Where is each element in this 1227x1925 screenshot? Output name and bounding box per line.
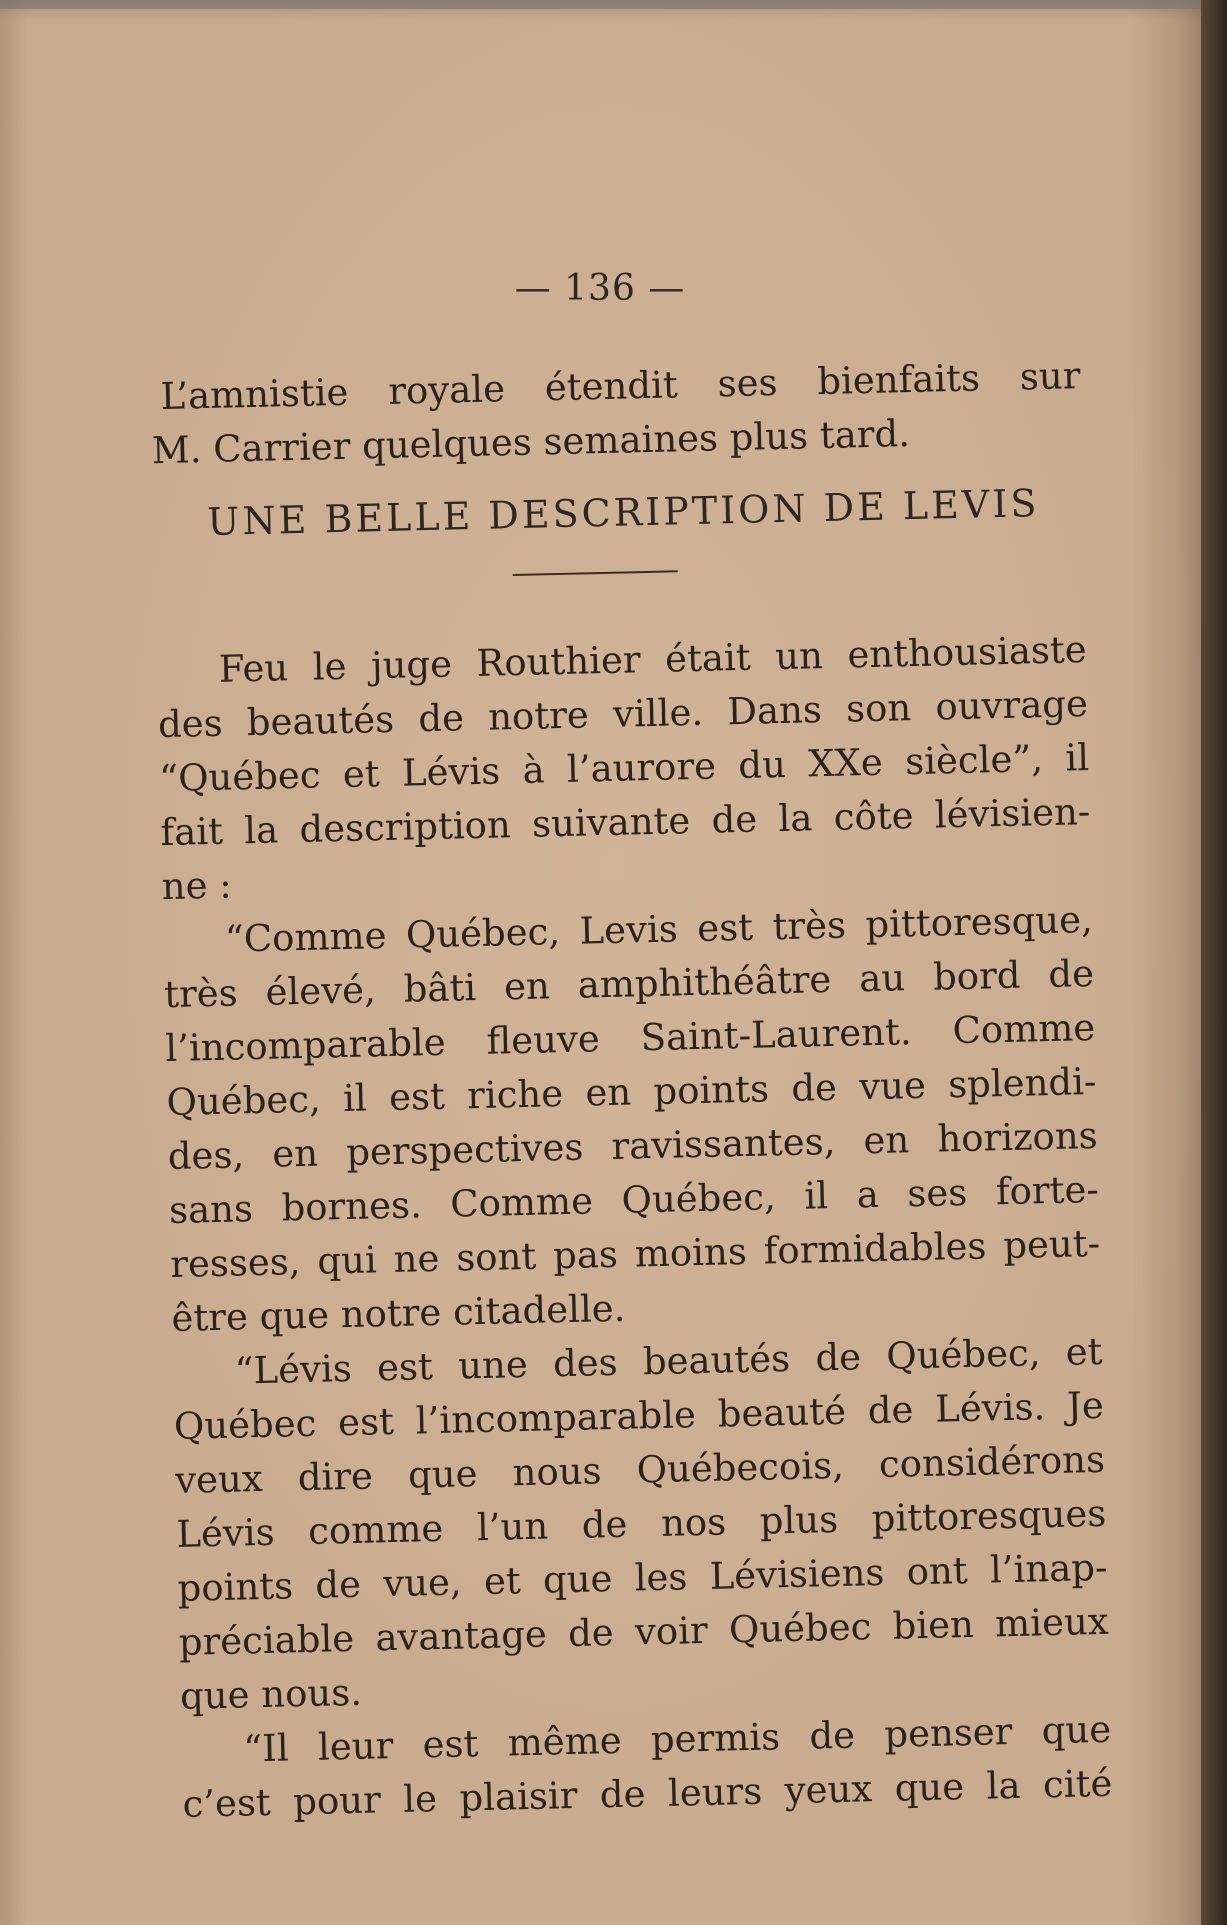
page-number: — 136 —: [514, 268, 686, 309]
text-line: Québec, il est riche en points de vue splendi-: [166, 1059, 1097, 1125]
text-line: M. Carrier quelques semaines plus tard.: [151, 412, 911, 473]
text-line: des, en perspectives ravissantes, en horizons: [167, 1113, 1099, 1179]
text-line: Lévis comme l’un de nos plus pittoresques: [175, 1491, 1107, 1556]
text-line: sans bornes. Comme Québec, il a ses forte-: [168, 1167, 1100, 1233]
text-line: “Il leur est même permis de penser que: [242, 1707, 1112, 1771]
text-line: “Comme Québec, Levis est très pittoresque,: [224, 897, 1094, 961]
text-line: préciable avantage de voir Québec bien mieux: [178, 1599, 1110, 1664]
text-line: l’incomparable fleuve Saint-Laurent. Comme: [164, 1005, 1096, 1071]
heading-divider: [512, 570, 677, 576]
text-line: “Québec et Lévis à l’aurore du XXe siècle”, il: [158, 736, 1090, 801]
page-binding-edge: [1201, 0, 1227, 1925]
text-line: resses, qui ne sont pas moins formidables peut-: [169, 1221, 1101, 1286]
text-line: points de vue, et que les Lévisiens ont l’inap-: [177, 1545, 1108, 1610]
text-line: fait la description suivante de la côte lévisien-: [160, 790, 1091, 855]
text-line: des beautés de notre ville. Dans son ouvrage: [157, 682, 1089, 747]
top-edge-rule: [0, 0, 1227, 9]
text-line: veux dire que nous Québecois, considérons: [174, 1437, 1106, 1502]
text-line: Québec est l’incomparable beauté de Lévis. Je: [173, 1383, 1105, 1448]
text-line: L’amnistie royale étendit ses bienfaits sur: [160, 354, 1081, 418]
text-line: ne :: [161, 863, 233, 909]
text-line: Feu le juge Routhier était un enthousiaste: [218, 628, 1088, 691]
text-line: “Lévis est une des beautés de Québec, et: [234, 1329, 1103, 1393]
section-heading: UNE BELLE DESCRIPTION DE LEVIS: [206, 481, 1040, 544]
text-line: être que notre citadelle.: [171, 1286, 626, 1340]
text-line: que nous.: [179, 1670, 363, 1718]
text-line: c’est pour le plaisir de leurs yeux que la cité: [182, 1761, 1113, 1826]
page-body: [151, 349, 1113, 1831]
text-line: très élevé, bâti en amphithéâtre au bord de: [163, 951, 1095, 1017]
